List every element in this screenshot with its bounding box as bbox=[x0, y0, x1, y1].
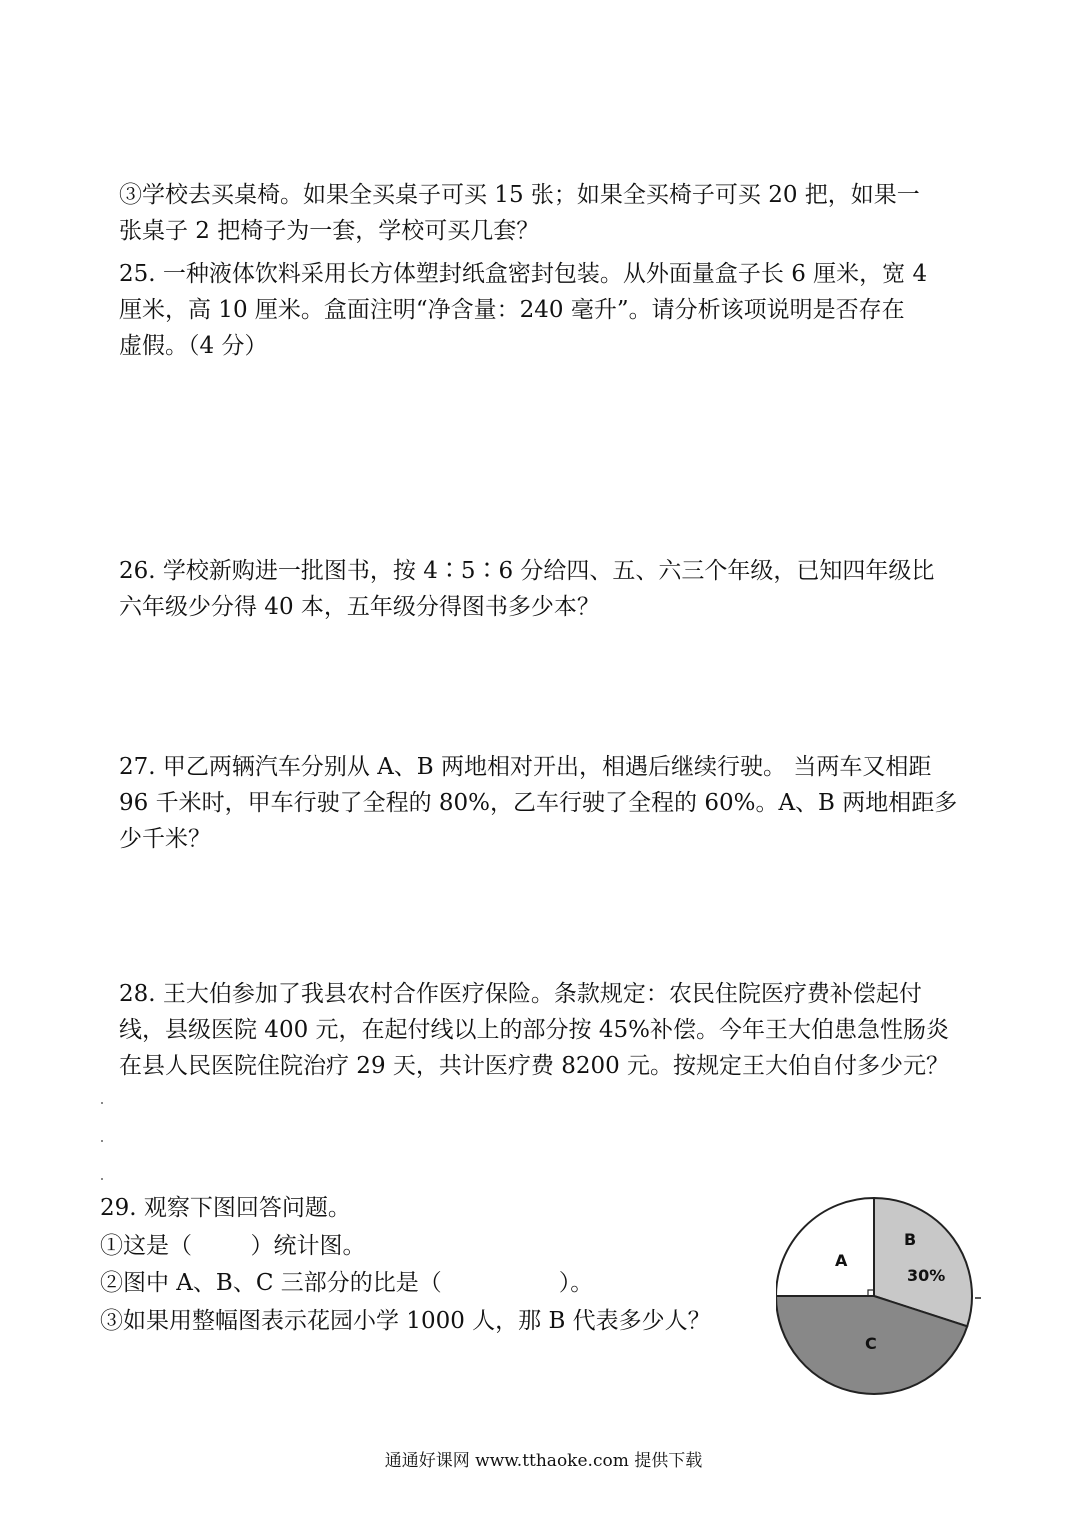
pie-label-b: B bbox=[904, 1230, 917, 1249]
q29-part-1: ①这是（ ）统计图。 bbox=[100, 1233, 366, 1259]
pie-label-b-percent: 30% bbox=[907, 1266, 946, 1285]
margin-dot bbox=[101, 1102, 103, 1104]
q25-line-2: 厘米，高 10 厘米。盒面注明“净含量：240 毫升”。请分析该项说明是否存在 bbox=[119, 297, 905, 323]
pie-chart bbox=[776, 1192, 986, 1397]
margin-dot bbox=[101, 1140, 103, 1142]
q29-part-2: ②图中 A、B、C 三部分的比是（ ）。 bbox=[100, 1270, 594, 1296]
q27-line-1: 27. 甲乙两辆汽车分别从 A、B 两地相对开出，相遇后继续行驶。 当两车又相距 bbox=[119, 754, 932, 780]
pie-slice-a bbox=[776, 1198, 874, 1296]
question-24-part-3 bbox=[119, 177, 977, 249]
q26-line-2: 六年级少分得 40 本，五年级分得图书多少本？ bbox=[119, 594, 600, 620]
footer-credit: 通通好课网 www.tthaoke.com 提供下载 bbox=[384, 1451, 703, 1471]
q24-line-1: ③学校去买桌椅。如果全买桌子可买 15 张；如果全买椅子可买 20 把，如果一 bbox=[119, 182, 920, 208]
question-28 bbox=[119, 976, 977, 1084]
q28-line-2: 线，县级医院 400 元，在起付线以上的部分按 45%补偿。今年王大伯患急性肠炎 bbox=[119, 1017, 949, 1043]
q26-line-1: 26. 学校新购进一批图书，按 4∶5∶6 分给四、五、六三个年级，已知四年级比 bbox=[119, 558, 935, 584]
question-29 bbox=[100, 1190, 750, 1350]
question-26 bbox=[119, 553, 977, 625]
question-27 bbox=[119, 749, 977, 857]
q28-line-1: 28. 王大伯参加了我县农村合作医疗保险。条款规定：农民住院医疗费补偿起付 bbox=[119, 981, 922, 1007]
q29-title: 29. 观察下图回答问题。 bbox=[100, 1195, 351, 1221]
q28-line-3: 在县人民医院住院治疗 29 天，共计医疗费 8200 元。按规定王大伯自付多少元？ bbox=[119, 1053, 950, 1079]
q27-line-3: 少千米？ bbox=[119, 826, 211, 852]
question-25 bbox=[119, 256, 977, 364]
q27-line-2: 96 千米时，甲车行驶了全程的 80%，乙车行驶了全程的 60%。A、B 两地相距多 bbox=[119, 790, 958, 816]
q29-part-3: ③如果用整幅图表示花园小学 1000 人，那 B 代表多少人？ bbox=[100, 1308, 711, 1334]
q24-line-2: 张桌子 2 把椅子为一套，学校可买几套？ bbox=[119, 218, 540, 244]
q25-line-3: 虚假。（4 分） bbox=[119, 333, 268, 359]
q25-line-1: 25. 一种液体饮料采用长方体塑封纸盒密封包装。从外面量盒子长 6 厘米，宽 4 bbox=[119, 261, 928, 287]
pie-label-c: C bbox=[865, 1334, 877, 1353]
margin-dot bbox=[101, 1178, 103, 1180]
pie-label-a: A bbox=[835, 1251, 848, 1270]
